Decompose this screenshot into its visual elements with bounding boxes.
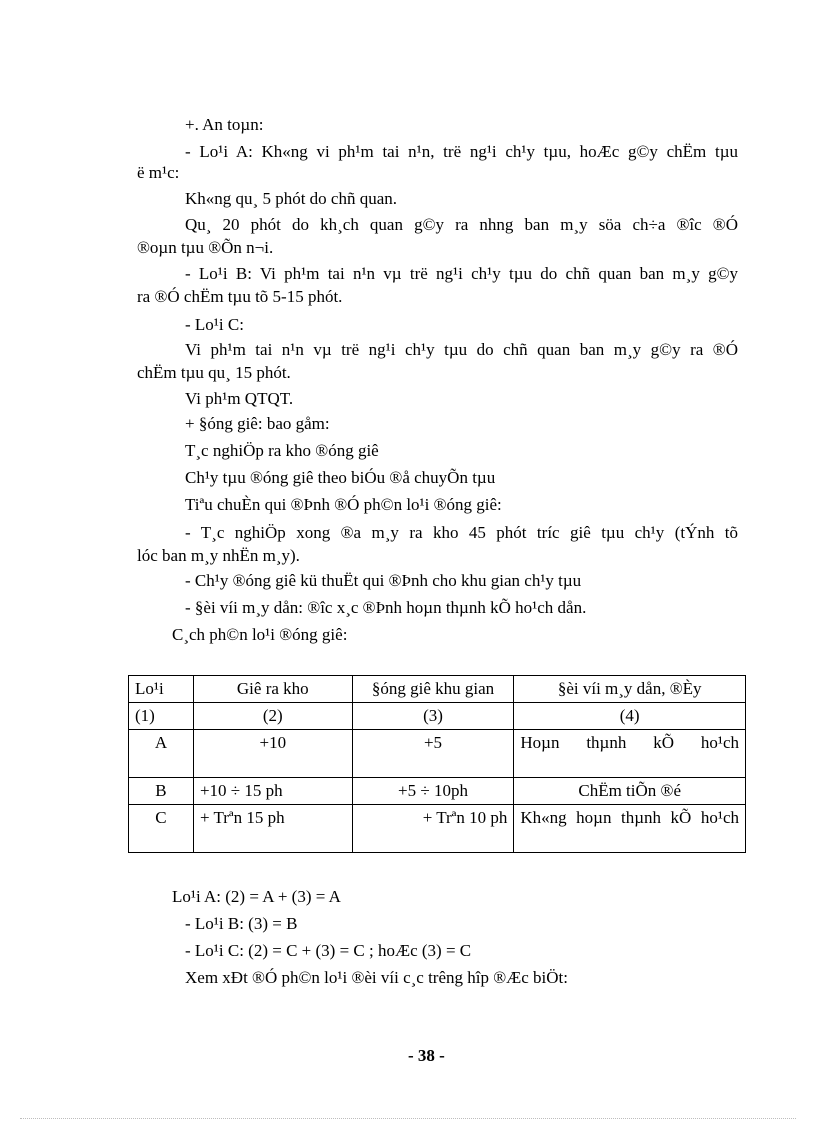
- text-line: Xem xÐt ®Ó ph©n lo¹i ®èi víi c¸c trêng hîp ®Æc biÖt:: [185, 968, 569, 987]
- text-line: lóc ban m¸y nhËn m¸y).: [137, 546, 300, 565]
- text-line: Lo¹i A: (2) = A + (3) = A: [172, 887, 341, 906]
- table-row: [129, 805, 746, 853]
- text-line: Kh«ng qu¸ 5 phót do chñ quan.: [185, 189, 398, 208]
- text-line: - Lo¹i B: (3) = B: [185, 914, 298, 933]
- text-line: - Lo¹i C: (2) = C + (3) = C ; hoÆc (3) = C: [185, 941, 472, 960]
- table-cell: ChËm tiÕn ®é: [514, 778, 746, 805]
- classification-table: [128, 675, 746, 853]
- text-line: ra ®Ó chËm tµu tõ 5-15 phót.: [137, 287, 343, 306]
- table-number-row: [129, 703, 746, 730]
- table-cell: Kh«ng hoµn thµnh kÕ ho¹ch: [514, 805, 746, 853]
- text-line: ë m¹c:: [137, 163, 180, 182]
- table-row: [129, 730, 746, 778]
- text-line: - Lo¹i B: Vi ph¹m tai n¹n vµ trë ng¹i ch¹y tµu do chñ quan ban m¸y g©y: [185, 264, 738, 283]
- text-line: ®oµn tµu ®Õn n¬i.: [137, 238, 274, 257]
- text-line: Ch¹y tµu ®óng giê theo biÓu ®å chuyÕn tµu: [185, 468, 496, 487]
- text-line: + §óng giê: bao gåm:: [185, 414, 330, 433]
- table-cell: +10 ÷ 15 ph: [193, 778, 352, 805]
- table-cell: +5: [352, 730, 514, 778]
- table-cell: Hoµn thµnh kÕ ho¹ch: [514, 730, 746, 778]
- text-line: Vi ph¹m QTQT.: [185, 389, 294, 408]
- table-header-cell: Lo¹i: [129, 676, 194, 703]
- text-line: - Lo¹i C:: [185, 315, 244, 334]
- table-number-cell: (2): [193, 703, 352, 730]
- text-line: Qu¸ 20 phót do kh¸ch quan g©y ra nhng ban m¸y söa ch÷a ®îc ®Ó: [185, 215, 738, 234]
- table-cell: + Trªn 15 ph: [193, 805, 352, 853]
- text-line: Vi ph¹m tai n¹n vµ trë ng¹i ch¹y tµu do chñ quan ban m¸y g©y ra ®Ó: [185, 340, 738, 359]
- text-line: C¸ch ph©n lo¹i ®óng giê:: [172, 625, 348, 644]
- table-header-cell: §óng giê khu gian: [352, 676, 514, 703]
- table-cell: +10: [193, 730, 352, 778]
- table-number-cell: (1): [129, 703, 194, 730]
- page-bottom-rule: [20, 1118, 796, 1119]
- text-line: chËm tµu qu¸ 15 phót.: [137, 363, 291, 382]
- table-number-cell: (4): [514, 703, 746, 730]
- text-line: - §èi víi m¸y dån: ®îc x¸c ®Þnh hoµn thµnh kÕ ho¹ch dån.: [185, 598, 587, 617]
- table-cell: A: [129, 730, 194, 778]
- table-header-cell: Giê ra kho: [193, 676, 352, 703]
- table-cell: B: [129, 778, 194, 805]
- table-cell: +5 ÷ 10ph: [352, 778, 514, 805]
- table-cell: C: [129, 805, 194, 853]
- text-line: +. An toµn:: [185, 115, 264, 134]
- table-number-cell: (3): [352, 703, 514, 730]
- table-row: [129, 778, 746, 805]
- text-line: T¸c nghiÖp ra kho ®óng giê: [185, 441, 379, 460]
- table-cell: + Trªn 10 ph: [352, 805, 514, 853]
- text-line: - Lo¹i A: Kh«ng vi ph¹m tai n¹n, trë ng¹i ch¹y tµu, hoÆc g©y chËm tµu: [185, 142, 738, 161]
- text-line: - Ch¹y ®óng giê kü thuËt qui ®Þnh cho khu gian ch¹y tµu: [185, 571, 582, 590]
- text-line: - T¸c nghiÖp xong ®a m¸y ra kho 45 phót tríc giê tµu ch¹y (tÝnh tõ: [185, 523, 738, 542]
- text-line: Tiªu chuÈn qui ®Þnh ®Ó ph©n lo¹i ®óng giê:: [185, 495, 502, 514]
- page-number: - 38 -: [408, 1046, 445, 1065]
- table-header-row: [129, 676, 746, 703]
- table-header-cell: §èi víi m¸y dån, ®Èy: [514, 676, 746, 703]
